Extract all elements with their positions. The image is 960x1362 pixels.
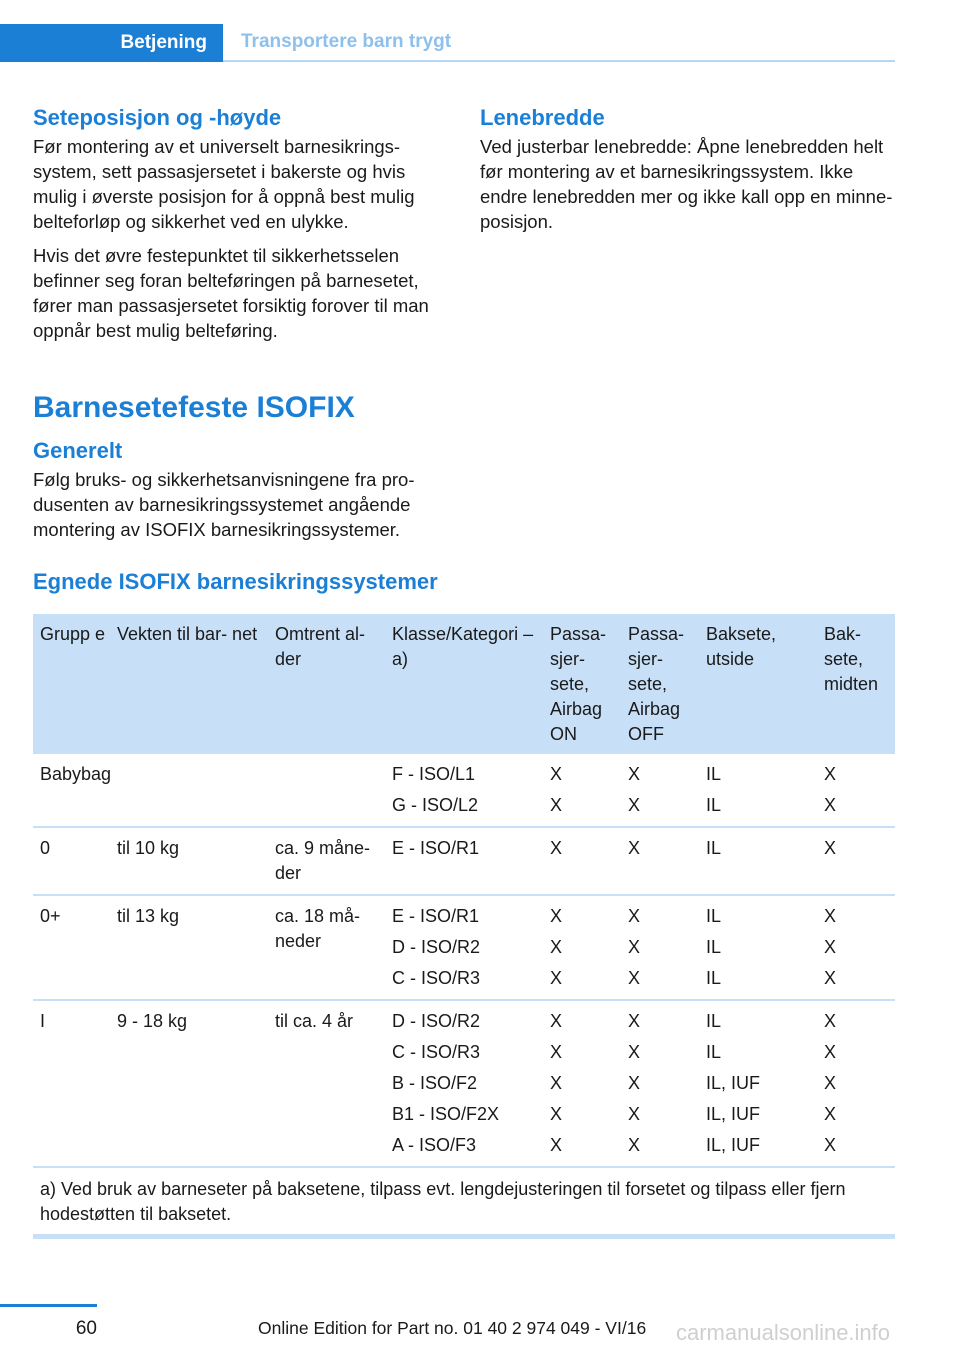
cell-rear-middle: [817, 1001, 895, 1166]
airbag-on-value: X: [550, 1042, 563, 1062]
header-age: Omtrent al- der: [275, 624, 366, 669]
rear-outer-value: IL: [706, 937, 722, 957]
rear-outer-value: IL: [706, 795, 722, 815]
cell-rear-middle: [817, 754, 895, 826]
rear-outer-value: IL: [706, 1011, 722, 1031]
cell-class: [385, 896, 543, 999]
header-rear-outer: Baksete, utside: [706, 624, 777, 669]
rear-middle-value: X: [824, 968, 837, 988]
rear-outer-value: IL: [706, 906, 722, 926]
header-tabbar: [0, 24, 895, 62]
class-value: E - ISO/R1: [392, 906, 480, 926]
class-value: B1 - ISO/F2X: [392, 1104, 500, 1124]
airbag-on-value: X: [550, 795, 563, 815]
cell-age: [268, 754, 385, 826]
rear-middle-value: X: [824, 937, 837, 957]
class-value: C - ISO/R3: [392, 968, 481, 988]
seat-position-heading: Seteposisjon og -høyde: [33, 105, 282, 130]
seat-position-paragraph-1: Før montering av et universelt barnesikringssystem, sett passasjersetet i bakerste og hvis mulig i øverste posisjon for å oppnå best mulig belteforløp og sikkerhet ved en ulykke.: [33, 136, 415, 232]
cell-airbag-on: [543, 828, 621, 894]
airbag-off-value: X: [628, 838, 641, 858]
section-tab-betjening[interactable]: Betjening: [0, 24, 223, 62]
general-heading: Generelt: [33, 438, 123, 463]
class-value: D - ISO/R2: [392, 1011, 481, 1031]
header-divider: [223, 60, 895, 62]
general-paragraph: Følg bruks- og sikkerhetsanvisningene fra produsenten av barnesikringssystemet angående montering av ISOFIX barnesikringssystemer.: [33, 469, 415, 540]
cell-weight: 9 - 18 kg: [117, 1011, 188, 1031]
isofix-table: [33, 614, 895, 1239]
airbag-on-value: X: [550, 1104, 563, 1124]
cell-rear-outer: [699, 754, 817, 826]
rear-middle-value: X: [824, 906, 837, 926]
class-value: C - ISO/R3: [392, 1042, 481, 1062]
rear-outer-value: IL: [706, 838, 722, 858]
cell-rear-outer: [699, 896, 817, 999]
rear-middle-value: X: [824, 1073, 837, 1093]
table-row: [33, 828, 895, 896]
airbag-off-value: X: [628, 1073, 641, 1093]
rear-middle-value: X: [824, 1011, 837, 1031]
cell-weight: til 10 kg: [117, 838, 180, 858]
general-section: [33, 437, 453, 542]
header-group: Grupp e: [40, 624, 106, 644]
cell-group: 0: [40, 838, 51, 858]
edition-text: Online Edition for Part no. 01 40 2 974 049 - VI/16: [258, 1318, 647, 1338]
cell-rear-middle: [817, 896, 895, 999]
chapter-tab[interactable]: Transportere barn trygt: [241, 31, 452, 52]
airbag-off-value: X: [628, 906, 641, 926]
rear-middle-value: X: [824, 795, 837, 815]
rear-outer-value: IL, IUF: [706, 1073, 761, 1093]
rear-middle-value: X: [824, 1135, 837, 1155]
airbag-off-value: X: [628, 937, 641, 957]
page-number-bar: [0, 1304, 97, 1307]
airbag-on-value: X: [550, 906, 563, 926]
airbag-off-value: X: [628, 764, 641, 784]
page-number: 60: [75, 1318, 97, 1339]
airbag-on-value: X: [550, 937, 563, 957]
cell-group: 0+: [40, 906, 61, 926]
airbag-on-value: X: [550, 1135, 563, 1155]
backrest-width-heading: Lenebredde: [480, 105, 605, 130]
airbag-on-value: X: [550, 1073, 563, 1093]
class-value: D - ISO/R2: [392, 937, 481, 957]
class-value: E - ISO/R1: [392, 838, 480, 858]
header-rear-middle: Bak- sete, midten: [824, 624, 879, 694]
seat-position-section: [33, 104, 448, 343]
cell-airbag-off: [621, 1001, 699, 1166]
airbag-off-value: X: [628, 968, 641, 988]
cell-airbag-off: [621, 828, 699, 894]
airbag-on-value: X: [550, 838, 563, 858]
isofix-heading: Barnesetefeste ISOFIX: [33, 391, 355, 424]
rear-middle-value: X: [824, 1104, 837, 1124]
airbag-on-value: X: [550, 968, 563, 988]
class-value: A - ISO/F3: [392, 1135, 477, 1155]
rear-outer-value: IL, IUF: [706, 1135, 761, 1155]
cell-airbag-on: [543, 1001, 621, 1166]
seat-position-paragraph-2: Hvis det øvre festepunktet til sikkerhetsselen befinner seg foran belteføringen på barnesetet, fører man passasjersetet forsiktig forover til man oppnår best mulig belteføring.: [33, 245, 429, 341]
header-airbag-on: Passa- sjer- sete, Airbag ON: [550, 624, 607, 744]
backrest-width-section: [480, 104, 895, 234]
cell-airbag-off: [621, 896, 699, 999]
class-value: G - ISO/L2: [392, 795, 479, 815]
table-row: [33, 896, 895, 1001]
table-row: [33, 754, 895, 828]
suitable-systems-heading: Egnede ISOFIX barnesikringssystemer: [33, 569, 438, 594]
cell-age: ca. 9 måne- der: [275, 838, 371, 883]
rear-middle-value: X: [824, 1042, 837, 1062]
table-header-row: [33, 614, 895, 754]
cell-weight: [110, 754, 268, 826]
cell-class: [385, 1001, 543, 1166]
watermark: carmanualsonline.info: [676, 1320, 891, 1345]
rear-middle-value: X: [824, 764, 837, 784]
header-airbag-off: Passa- sjer- sete, Airbag OFF: [628, 624, 685, 744]
airbag-off-value: X: [628, 1011, 641, 1031]
class-value: B - ISO/F2: [392, 1073, 478, 1093]
rear-outer-value: IL: [706, 1042, 722, 1062]
cell-airbag-on: [543, 896, 621, 999]
airbag-off-value: X: [628, 1104, 641, 1124]
cell-class: [385, 828, 543, 894]
airbag-off-value: X: [628, 795, 641, 815]
class-value: F - ISO/L1: [392, 764, 476, 784]
backrest-width-paragraph: Ved justerbar lenebredde: Åpne lenebredden helt før montering av et barnesikringssystem. Ikke endre lenebredden mer og ikke kall opp en minne-posisjon.: [480, 136, 893, 232]
cell-group: I: [40, 1011, 46, 1031]
airbag-off-value: X: [628, 1135, 641, 1155]
cell-rear-outer: [699, 828, 817, 894]
cell-age: til ca. 4 år: [275, 1011, 354, 1031]
header-weight: Vekten til bar- net: [117, 624, 258, 644]
cell-group: Babybag: [40, 764, 112, 784]
cell-airbag-off: [621, 754, 699, 826]
cell-age: ca. 18 må- neder: [275, 906, 361, 951]
airbag-on-value: X: [550, 764, 563, 784]
table-row: [33, 1001, 895, 1168]
rear-outer-value: IL: [706, 968, 722, 988]
airbag-on-value: X: [550, 1011, 563, 1031]
cell-weight: til 13 kg: [117, 906, 180, 926]
cell-rear-middle: [817, 828, 895, 894]
rear-outer-value: IL: [706, 764, 722, 784]
rear-outer-value: IL, IUF: [706, 1104, 761, 1124]
cell-class: [385, 754, 543, 826]
table-footnote: a) Ved bruk av barneseter på baksetene, tilpass evt. lengdejusteringen til forsetet og tilpass eller fjern hodestøtten til baksetet.: [33, 1168, 895, 1239]
airbag-off-value: X: [628, 1042, 641, 1062]
cell-airbag-on: [543, 754, 621, 826]
rear-middle-value: X: [824, 838, 837, 858]
cell-rear-outer: [699, 1001, 817, 1166]
header-class: Klasse/Kategori – a): [392, 624, 534, 669]
